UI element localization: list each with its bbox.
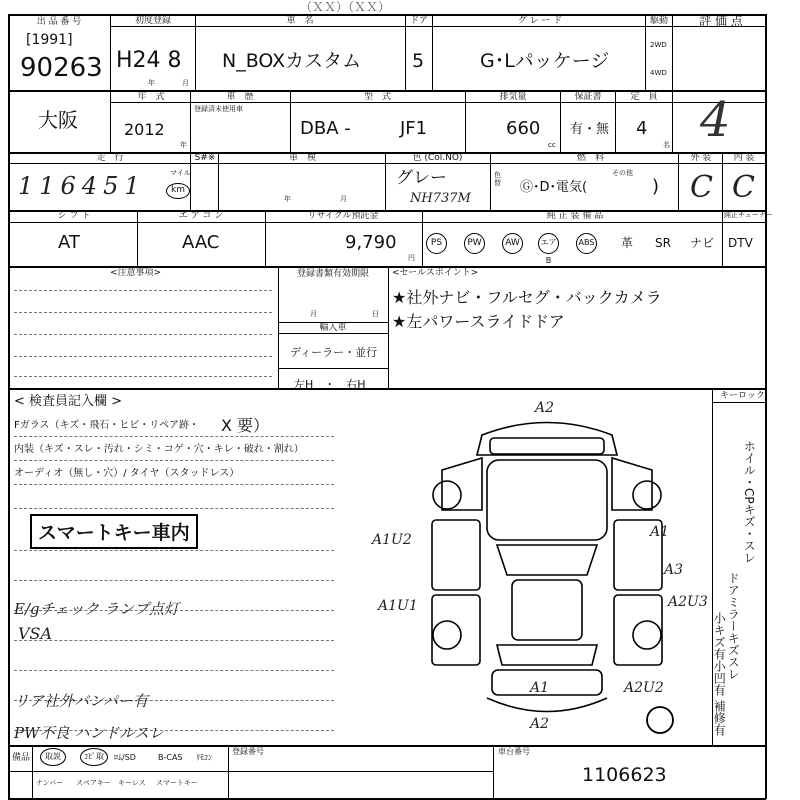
sales-point-2: ★左パワースライドドア: [392, 312, 565, 331]
equip-abs: ABS: [576, 233, 597, 254]
grade-label: グ レ ー ド: [517, 16, 563, 26]
reg-day: 日: [372, 310, 379, 318]
shift-label: シ フ ト: [57, 211, 91, 221]
sales-point-1: ★社外ナビ・フルセグ・バックカメラ: [392, 288, 662, 307]
month-unit: 月: [182, 79, 189, 87]
reg-month: 月: [310, 310, 317, 318]
grade: G･Lパッケージ: [480, 50, 610, 72]
rear-left-wheel: [433, 621, 461, 649]
footer-rom: ﾛﾑ/SD: [114, 753, 136, 762]
front-right-wheel: [633, 481, 661, 509]
tv-label: 純正チューナー: [724, 211, 773, 219]
color-label: 色 (Col.NO): [412, 153, 463, 163]
capacity: 4: [636, 118, 648, 139]
reg-no-label: 登録番号: [232, 747, 264, 756]
equip-navi: ナビ: [690, 236, 715, 250]
color: グレー: [396, 168, 447, 188]
equip-airbag: エアB: [538, 233, 559, 254]
lot-label: 出 品 番 号: [36, 17, 82, 27]
warranty-label: 保証書: [574, 92, 602, 102]
model-name-label: 車 名: [286, 16, 314, 26]
inspector-title: < 検査員記入欄 >: [14, 394, 123, 409]
ac-label: エ ア コ ン: [178, 211, 224, 221]
mark-rear-bumper: A2: [530, 716, 550, 732]
score: 4: [700, 92, 731, 148]
mark-left-front: A1U2: [372, 532, 412, 548]
drive-2wd: 2WD: [650, 41, 667, 49]
mark-right-rear: A2U3: [668, 594, 708, 610]
capacity-unit: 名: [663, 141, 670, 149]
doors-label: ドア: [410, 16, 428, 26]
fuel-other: その他: [612, 169, 633, 177]
roof: [512, 580, 582, 640]
mark-rear: A1: [530, 680, 550, 696]
displacement-unit: cc: [548, 141, 556, 149]
footer-smart-key: スマートキー: [156, 779, 198, 787]
mark-front: A2: [535, 400, 555, 416]
glass-line: Fガラス（キズ・飛石・ヒビ・リペア跡・: [14, 420, 200, 431]
fuel-close: ): [652, 176, 660, 197]
shift: AT: [58, 232, 80, 253]
drive-4wd: 4WD: [650, 69, 667, 77]
footer-spare-key: スペアキー: [76, 779, 111, 787]
front-left-wheel: [433, 481, 461, 509]
fuel-label: 燃 料: [576, 153, 604, 163]
history-note: 登録済未使用車: [194, 105, 243, 113]
drive-label: 駆動: [649, 16, 668, 26]
handwritten-note-2: VSA: [18, 624, 53, 643]
lot-number: 90263: [20, 53, 103, 83]
handwritten-note-3: リア社外バンパー有: [14, 692, 148, 710]
chassis-number: 1106623: [582, 764, 667, 786]
equip-dtv: DTV: [728, 236, 753, 250]
history-label: 車 歴: [226, 92, 254, 102]
reg-expire-label: 登録書類有効期限: [296, 269, 369, 279]
exterior: C: [690, 170, 713, 205]
recycle-unit: 円: [408, 254, 415, 262]
mile-unit: マイル: [170, 169, 191, 177]
footer-copy: ｺﾋﾟ取: [80, 748, 108, 766]
mark-right-mid: A3: [664, 562, 684, 578]
mark-rear-right: A2U2: [624, 680, 664, 696]
footer-manual: 取説: [40, 748, 66, 766]
steering: 左H ・ 右H: [294, 378, 366, 391]
equip-ps: PS: [426, 233, 447, 254]
fuel: Ⓖ･D･電気(: [520, 180, 588, 195]
s-label: S#※: [194, 153, 216, 163]
equip-aw: AW: [502, 233, 523, 254]
side-note-3: 小凹有: [712, 660, 727, 696]
equip-label: 純 正 装 備 品: [546, 211, 604, 221]
footer-bcas: B-CAS: [158, 753, 183, 762]
rear-right-wheel: [633, 621, 661, 649]
footer-plate: ナンバー: [36, 779, 64, 787]
interior-label: 内 装: [733, 153, 755, 163]
year-unit: 年: [148, 79, 155, 87]
first-reg-label: 初度登録: [134, 16, 171, 26]
region: 大阪: [38, 108, 78, 132]
side-note-4: 補修有: [712, 700, 727, 736]
lot-year: [1991]: [26, 32, 73, 48]
interior-line: 内装（キズ・スレ・汚れ・シミ・コゲ・穴・キレ・破れ・割れ）: [14, 444, 304, 455]
score-label: 評 価 点: [699, 14, 743, 28]
insp-month: 月: [340, 195, 347, 203]
keylock-label: キーロック: [720, 391, 765, 401]
hood: [487, 460, 607, 540]
audio-line: オーディオ（無し・穴）/ タイヤ（スタッドレス）: [14, 468, 240, 479]
footer-remote: ﾘﾓｺﾝ: [196, 753, 212, 762]
first-reg: H24 8: [116, 48, 182, 73]
model-year: 2012: [124, 120, 165, 139]
caution-label: <注意事項>: [110, 268, 162, 278]
interior: C: [732, 170, 755, 205]
color-code: NH737M: [410, 191, 471, 206]
rear-bumper: [487, 698, 607, 712]
dealer: ディーラー・並行: [290, 346, 378, 359]
mileage: 116451: [18, 172, 146, 200]
model-code-label: 型 式: [363, 92, 391, 102]
km-unit: km: [166, 183, 190, 199]
footer-left-label: 備品: [12, 753, 31, 763]
doors: 5: [412, 50, 425, 72]
import-label: 輸入車: [319, 323, 347, 333]
repaint-label: 色替: [494, 171, 501, 187]
model-name: N_BOXカスタム: [222, 50, 362, 72]
displacement: 660: [506, 118, 541, 139]
model-year-unit: 年: [180, 141, 187, 149]
side-vertical-text: ホイル・CPキズ・スレ: [742, 440, 757, 564]
key-circle: [640, 700, 680, 740]
sales-label: <セールスポイント>: [392, 268, 479, 278]
smart-key-note: スマートキー車内: [30, 514, 198, 549]
capacity-label: 定 員: [630, 92, 658, 102]
equip-sr: SR: [655, 236, 671, 250]
glass-mark: X 要）: [221, 416, 270, 435]
mileage-label: 走 行: [96, 153, 124, 163]
inspection-label: 車 検: [288, 153, 316, 163]
recycle: 9,790: [345, 232, 397, 253]
mark-right-front: A1: [650, 524, 670, 540]
top-banner: （ＸＸ）（ＸＸ）: [300, 0, 391, 14]
side-note-1: ドアミラーキズスレ: [726, 572, 741, 680]
displacement-label: 排気量: [499, 92, 527, 102]
handwritten-note-1: E/gチェック ランプ点灯: [14, 600, 179, 618]
warranty: 有・無: [570, 122, 610, 137]
footer-keyless: キーレス: [118, 779, 146, 787]
handwritten-note-4: PW不良 ハンドルスレ: [14, 724, 164, 742]
mark-left-rear: A1U1: [378, 598, 418, 614]
model-code: JF1: [400, 118, 428, 139]
ac: AAC: [182, 232, 220, 253]
side-note-2: 小キズ有: [712, 612, 727, 660]
chassis-label: 車台番号: [498, 747, 530, 756]
model-year-label: 年 式: [137, 92, 165, 102]
recycle-label: リサイクル預託金: [307, 211, 379, 221]
insp-year: 年: [284, 195, 291, 203]
equip-leather: 革: [621, 236, 634, 250]
model-prefix: DBA -: [300, 118, 351, 139]
equip-pw: PW: [464, 233, 485, 254]
exterior-label: 外 装: [690, 153, 712, 163]
